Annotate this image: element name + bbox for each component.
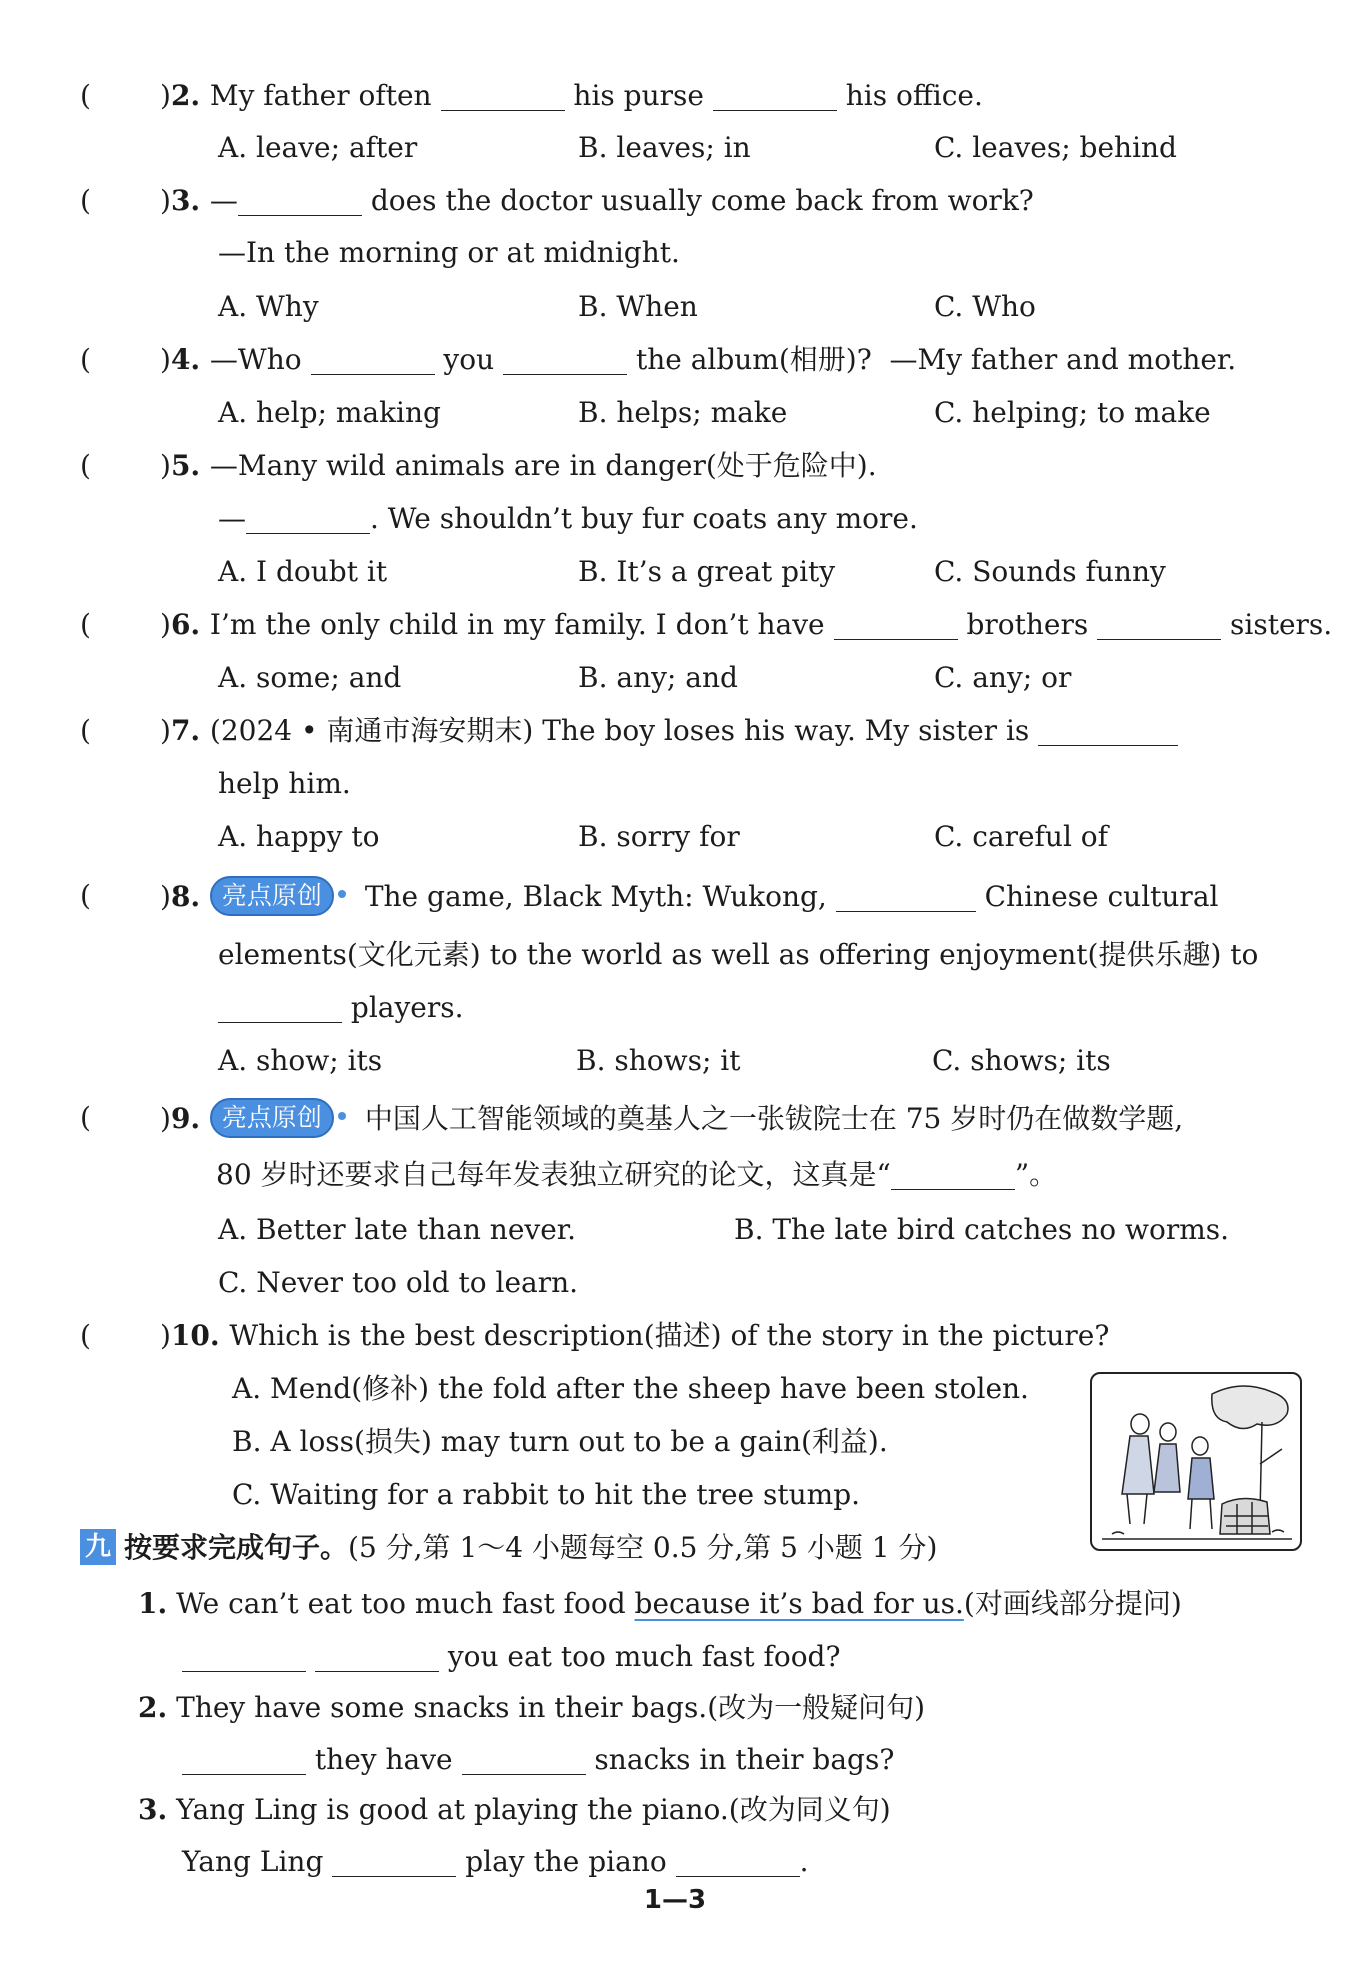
answer-blank[interactable] (182, 1643, 306, 1672)
option-a[interactable]: A. show; its (218, 1044, 383, 1077)
section-item-2: 2. They have some snacks in their bags.(改为一般疑问句) (138, 1691, 926, 1724)
option-b[interactable]: B. It’s a great pity (578, 555, 836, 588)
question-10-stem: )10. Which is the best description(描述) of the story in the picture? (160, 1319, 1110, 1352)
question-number: 7 (170, 714, 191, 747)
question-4-stem: )4. —Who you the album(相册)? —My father and mother. (160, 343, 1237, 376)
question-number: 3 (170, 184, 191, 217)
section-item-1: 1. We can’t eat too much fast food because it’s bad for us.(对画线部分提问) (138, 1587, 1182, 1620)
option-c[interactable]: C. Waiting for a rabbit to hit the tree stump. (232, 1478, 861, 1511)
question-5: ( (80, 449, 91, 482)
question-8: ( (80, 879, 91, 912)
question-9-stem: )9. 亮点原创 中国人工智能领域的奠基人之一张钹院士在 75 岁时仍在做数学题, (160, 1098, 1183, 1138)
option-b[interactable]: B. any; and (578, 661, 738, 694)
question-2 (80, 76, 91, 116)
instruction: (改为同义句) (728, 1793, 891, 1826)
question-number: 9 (170, 1102, 191, 1135)
question-6: ( (80, 608, 91, 641)
question-number: 5 (170, 449, 191, 482)
answer-blank[interactable] (676, 1848, 800, 1877)
option-c[interactable]: C. careful of (934, 820, 1109, 853)
answer-blank[interactable] (246, 505, 370, 534)
option-b[interactable]: B. shows; it (576, 1044, 741, 1077)
question-number: 10 (170, 1319, 210, 1352)
option-a[interactable]: A. help; making (218, 396, 441, 429)
section-score: (5 分,第 1～4 小题每空 0.5 分,第 5 小题 1 分) (348, 1531, 938, 1564)
tag-dot-icon (338, 890, 346, 898)
question-7: ( (80, 714, 91, 747)
question-number: 8 (170, 880, 191, 913)
option-c[interactable]: C. helping; to make (934, 396, 1211, 429)
option-b[interactable]: B. A loss(损失) may turn out to be a gain(利益). (232, 1425, 888, 1458)
question-9-continued: 80 岁时还要求自己每年发表独立研究的论文，这真是“ ”。 (216, 1158, 1058, 1191)
question-2-stem: )2. My father often his purse his office. (160, 79, 983, 112)
answer-blank[interactable] (311, 346, 435, 375)
option-c[interactable]: C. shows; its (932, 1044, 1111, 1077)
instruction: (改为一般疑问句) (707, 1691, 926, 1724)
section-item-2-answer: they have snacks in their bags? (182, 1740, 894, 1780)
question-3: ( (80, 184, 91, 217)
question-5-response: — . We shouldn’t buy fur coats any more. (218, 502, 918, 535)
answer-blank[interactable] (441, 82, 565, 111)
section-title: 按要求完成句子。 (124, 1531, 349, 1564)
question-7-stem: )7. (2024 • 南通市海安期末) The boy loses his way. My sister is (160, 711, 1178, 751)
answer-blank[interactable] (1038, 717, 1178, 746)
answer-blank[interactable] (836, 883, 976, 912)
option-a[interactable]: A. Better late than never. (218, 1213, 577, 1246)
option-b[interactable]: B. sorry for (578, 820, 740, 853)
story-illustration (1090, 1372, 1302, 1551)
answer-blank[interactable] (315, 1643, 439, 1672)
question-8-continued: elements(文化元素) to the world as well as offering enjoyment(提供乐趣) to (218, 938, 1259, 971)
question-3-response: —In the morning or at midnight. (218, 236, 680, 269)
answer-paren-close: ) (160, 79, 171, 112)
question-number: 4 (170, 343, 191, 376)
option-a[interactable]: A. leave; after (218, 131, 418, 164)
option-c[interactable]: C. Who (934, 290, 1036, 323)
story-illustration-drawing (1092, 1374, 1300, 1549)
option-b[interactable]: B. When (578, 290, 698, 323)
option-b[interactable]: B. helps; make (578, 396, 788, 429)
question-5-stem: )5. —Many wild animals are in danger(处于危险中). (160, 449, 877, 482)
page-number: 1—3 (643, 1885, 707, 1915)
instruction: (对画线部分提问) (963, 1587, 1182, 1620)
answer-blank[interactable] (332, 1848, 456, 1877)
question-8-continued-2: players. (218, 988, 464, 1028)
option-c[interactable]: C. leaves; behind (934, 131, 1177, 164)
answer-blank[interactable] (182, 1746, 306, 1775)
question-10: ( (80, 1319, 91, 1352)
answer-blank[interactable] (503, 346, 627, 375)
option-b[interactable]: B. leaves; in (578, 131, 751, 164)
option-c[interactable]: C. Never too old to learn. (218, 1266, 579, 1299)
section-number-badge: 九 (80, 1529, 116, 1565)
section-item-3-answer: Yang Ling play the piano . (182, 1845, 809, 1878)
option-a[interactable]: A. Mend(修补) the fold after the sheep have been stolen. (232, 1372, 1029, 1405)
answer-blank[interactable] (834, 611, 958, 640)
answer-blank[interactable] (1097, 611, 1221, 640)
underlined-phrase: because it’s bad for us. (634, 1587, 964, 1620)
option-c[interactable]: C. Sounds funny (934, 555, 1166, 588)
option-a[interactable]: A. some; and (218, 661, 402, 694)
option-a[interactable]: A. happy to (218, 820, 380, 853)
option-a[interactable]: A. Why (218, 290, 319, 323)
question-number: 6 (170, 608, 191, 641)
question-4: ( (80, 343, 91, 376)
option-b[interactable]: B. The late bird catches no worms. (734, 1213, 1230, 1246)
answer-blank[interactable] (238, 187, 362, 216)
original-highlight-tag: 亮点原创 (210, 1098, 334, 1138)
answer-blank[interactable] (462, 1746, 586, 1775)
tag-dot-icon (338, 1112, 346, 1120)
option-c[interactable]: C. any; or (934, 661, 1072, 694)
section-heading (80, 1528, 937, 1568)
question-6-stem: )6. I’m the only child in my family. I don’t have brothers sisters. (160, 608, 1333, 641)
question-7-continued: help him. (218, 767, 351, 800)
question-number: 2 (170, 79, 191, 112)
section-item-1-answer: you eat too much fast food? (182, 1637, 841, 1677)
answer-blank[interactable] (218, 994, 342, 1023)
answer-blank[interactable] (713, 82, 837, 111)
original-highlight-tag: 亮点原创 (210, 876, 334, 916)
question-9: ( (80, 1101, 91, 1134)
answer-blank[interactable] (891, 1161, 1015, 1190)
question-3-stem: )3. — does the doctor usually come back from work? (160, 184, 1034, 217)
question-8-stem: )8. 亮点原创 The game, Black Myth: Wukong, Chinese cultural (160, 876, 1218, 916)
answer-paren-open: ( (80, 79, 91, 112)
section-item-3: 3. Yang Ling is good at playing the piano.(改为同义句) (138, 1793, 891, 1826)
option-a[interactable]: A. I doubt it (218, 555, 388, 588)
